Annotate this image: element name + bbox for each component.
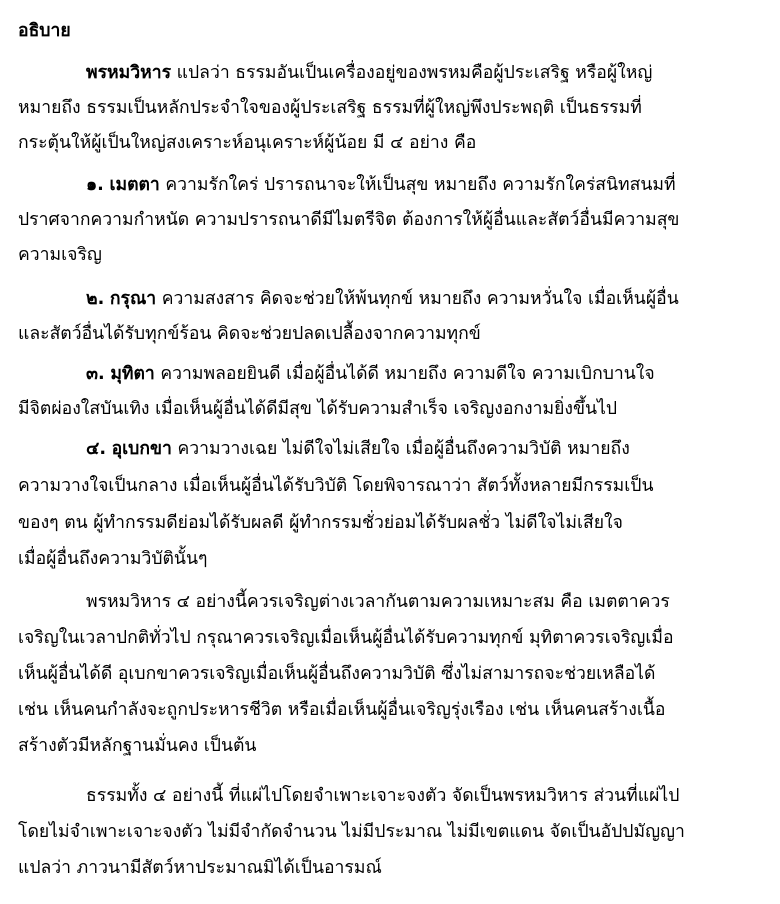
text-line: มีจิตผ่องใสบันเทิง เมื่อเห็นผู้อื่นได้ดีมีสุข ได้รับความสำเร็จ เจริญงอกงามยิ่งขึ้นไป xyxy=(18,399,618,419)
text-line: ปราศจากความกำหนัด ความปรารถนาดีมีไมตรีจิต ต้องการให้ผู้อื่นและสัตว์อื่นมีความสุข xyxy=(18,210,680,230)
text-line: เช่น เห็นคนกำลังจะถูกประหารชีวิต หรือเมื่อเห็นผู้อื่นเจริญรุ่งเรือง เช่น เห็นคนสร้างเนื้อ xyxy=(18,700,666,720)
text-line: โดยไม่จำเพาะเจาะจงตัว ไม่มีจำกัดจำนวน ไม่มีประมาณ ไม่มีเขตแดน จัดเป็นอัปปมัญญา xyxy=(18,822,685,842)
text-line: พรหมวิหาร แปลว่า ธรรมอันเป็นเครื่องอยู่ของพรหมคือผู้ประเสริฐ หรือผู้ใหญ่ xyxy=(86,63,653,83)
text-line: ๔. อุเบกขา ความวางเฉย ไม่ดีใจไม่เสียใจ เมื่อผู้อื่นถึงความวิบัติ หมายถึง xyxy=(86,439,630,459)
item-number: ๒. xyxy=(86,289,105,309)
item-number: ๑. xyxy=(86,175,104,195)
text-line: เจริญในเวลาปกติทั่วไป กรุณาควรเจริญเมื่อเห็นผู้อื่นได้รับความทุกข์ มุทิตาควรเจริญเมื่อ xyxy=(18,628,674,648)
item-term: เมตตา xyxy=(109,175,160,195)
text-line: ๒. กรุณา ความสงสาร คิดจะช่วยให้พ้นทุกข์ หมายถึง ความหวั่นใจ เมื่อเห็นผู้อื่น xyxy=(86,289,679,309)
text-line: หมายถึง ธรรมเป็นหลักประจำใจของผู้ประเสริฐ ธรรมที่ผู้ใหญ่พึงประพฤติ เป็นธรรมที่ xyxy=(18,98,642,118)
text-line: กระตุ้นให้ผู้เป็นใหญ่สงเคราะห์อนุเคราะห์ผู้น้อย มี ๔ อย่าง คือ xyxy=(18,133,477,153)
text-line: ความเจริญ xyxy=(18,245,102,265)
item-term: มุทิตา xyxy=(110,364,155,384)
item-term: กรุณา xyxy=(109,289,157,309)
text-line: พรหมวิหาร ๔ อย่างนี้ควรเจริญต่างเวลากันตามความเหมาะสม คือ เมตตาควร xyxy=(86,592,670,612)
heading: อธิบาย xyxy=(18,21,71,41)
text-line: ๓. มุทิตา ความพลอยยินดี เมื่อผู้อื่นได้ดี หมายถึง ความดีใจ ความเบิกบานใจ xyxy=(86,364,655,384)
term-brahmavihara: พรหมวิหาร xyxy=(86,63,172,83)
item-number: ๔. xyxy=(86,439,106,459)
text-line: ธรรมทั้ง ๔ อย่างนี้ ที่แผ่ไปโดยจำเพาะเจาะจงตัว จัดเป็นพรหมวิหาร ส่วนที่แผ่ไป xyxy=(86,786,680,806)
text-line: ของๆ ตน ผู้ทำกรรมดีย่อมได้รับผลดี ผู้ทำกรรมชั่วย่อมได้รับผลชั่ว ไม่ดีใจไม่เสียใจ xyxy=(18,513,623,533)
text-line: แปลว่า ภาวนามีสัตว์หาประมาณมิได้เป็นอารมณ์ xyxy=(18,858,382,878)
item-term: อุเบกขา xyxy=(111,439,172,459)
text-line: เมื่อผู้อื่นถึงความวิบัตินั้นๆ xyxy=(18,549,208,569)
text-line: สร้างตัวมีหลักฐานมั่นคง เป็นต้น xyxy=(18,736,257,756)
text-line: ความวางใจเป็นกลาง เมื่อเห็นผู้อื่นได้รับวิบัติ โดยพิจารณาว่า สัตว์ทั้งหลายมีกรรมเป็น xyxy=(18,476,654,496)
text-line: ๑. เมตตา ความรักใคร่ ปรารถนาจะให้เป็นสุข หมายถึง ความรักใคร่สนิทสนมที่ xyxy=(86,175,676,195)
text-line: และสัตว์อื่นได้รับทุกข์ร้อน คิดจะช่วยปลดเปลื้องจากความทุกข์ xyxy=(18,324,481,344)
item-number: ๓. xyxy=(86,364,105,384)
text-line: เห็นผู้อื่นได้ดี อุเบกขาควรเจริญเมื่อเห็นผู้อื่นถึงความวิบัติ ซึ่งไม่สามารถจะช่วยเหลือได้ xyxy=(18,664,656,684)
